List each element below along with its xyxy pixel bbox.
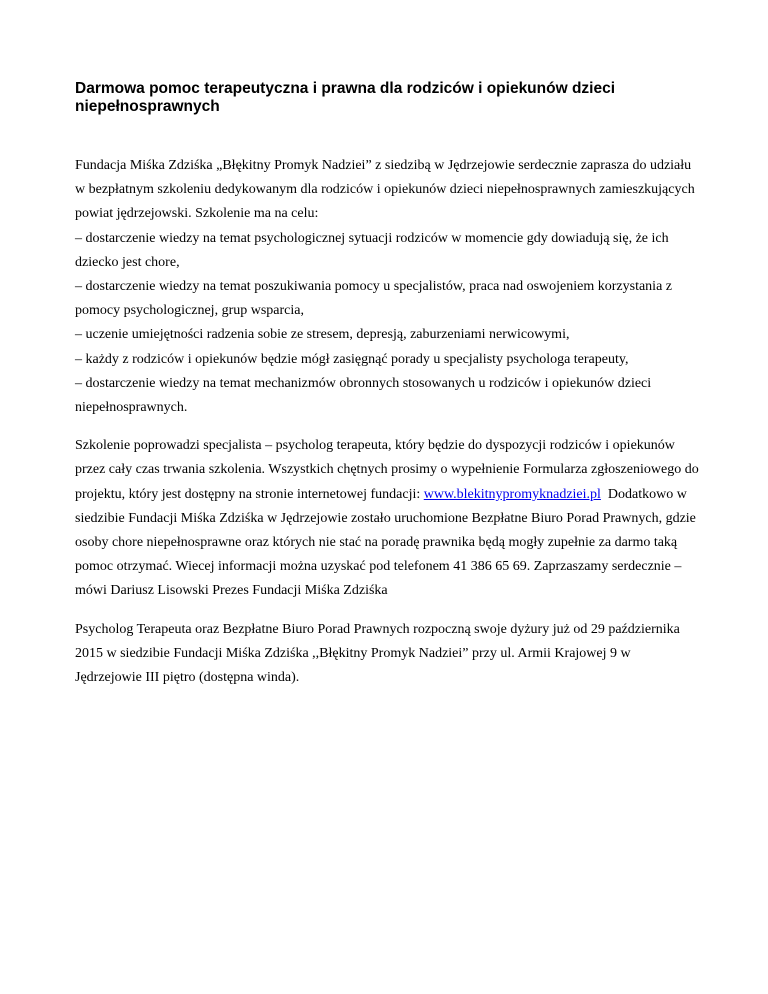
paragraph-schedule: Psycholog Terapeuta oraz Bezpłatne Biuro Porad Prawnych rozpoczną swoje dyżury już od 29 października 2015 w siedzibie Fundacji Miśka Zdziśka ,,Błękitny Promyk Nadziei” przy ul. Armii Krajowej 9 w Jędrzejowie III piętro (dostępna winda). [75, 621, 680, 686]
list-item: – dostarczenie wiedzy na temat psychologicznej sytuacji rodziców w momencie gdy dowiadują się, że ich dziecko jest chore, [75, 230, 669, 270]
paragraph-details-text: Szkolenie poprowadzi specjalista – psycholog terapeuta, który będzie do dyspozycji rodziców i opiekunów przez cały czas trwania szkolenia. Wszystkich chętnych prosimy o wypełnienie Formularza zgłoszeniowego do projektu, który jest dostępny na stronie internetowej fundacji: [75, 438, 699, 502]
document-page [75, 80, 700, 704]
list-item: – każdy z rodziców i opiekunów będzie mógł zasięgnąć porady u specjalisty psychologa terapeuty, [75, 351, 629, 367]
document-title: Darmowa pomoc terapeutyczna i prawna dla rodziców i opiekunów dzieci niepełnosprawnych [75, 80, 616, 115]
paragraph-intro: Fundacja Miśka Zdziśka „Błękitny Promyk Nadziei” z siedzibą w Jędrzejowie serdecznie zaprasza do udziału w bezpłatnym szkoleniu dedykowanym dla rodziców i opiekunów dzieci niepełnosprawnych zamieszkujących powiat jędrzejowski. Szkolenie ma na celu: [75, 158, 695, 222]
paragraph-invitation [75, 154, 700, 420]
list-item: – dostarczenie wiedzy na temat poszukiwania pomocy u specjalistów, praca nad oswojeniem korzystania z pomocy psychologicznej, grup wsparcia, [75, 279, 672, 319]
list-item: – uczenie umiejętności radzenia sobie ze stresem, depresją, zaburzeniami nerwicowymi, [75, 327, 570, 343]
paragraph-details [75, 434, 700, 603]
foundation-website-link[interactable]: www.blekitnypromyknadziei.pl [423, 486, 601, 502]
paragraph-details-continuation: Dodatkowo w siedzibie Fundacji Miśka Zdziśka w Jędrzejowie zostało uruchomione Bezpłatne Biuro Porad Prawnych, gdzie osoby chore niepełnosprawne oraz których nie stać na poradę prawnika będą mogły zupełnie za darmo taką pomoc otrzymać. Wiecej informacji można uzyskać pod telefonem 41 386 65 69. Zaprzaszamy serdecznie – mówi Dariusz Lisowski Prezes Fundacji Miśka Zdziśka [75, 486, 700, 599]
list-item: – dostarczenie wiedzy na temat mechanizmów obronnych stosowanych u rodziców i opiekunów dzieci niepełnosprawnych. [75, 375, 652, 416]
